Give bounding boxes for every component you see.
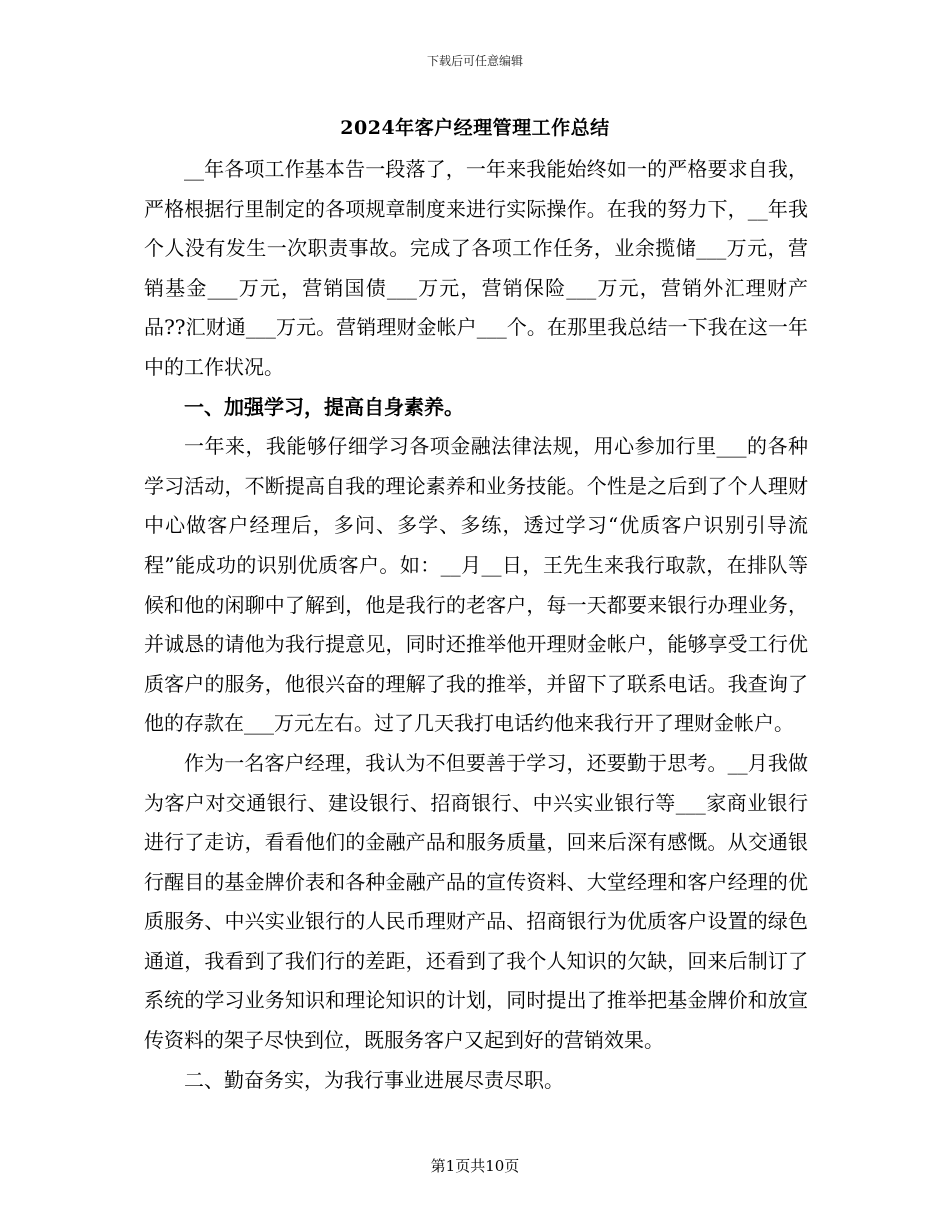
section-heading-2: 二、勤奋务实，为我行事业进展尽责尽职。: [184, 1067, 564, 1092]
paragraph-intro: __年各项工作基本告一段落了，一年来我能始终如一的严格要求自我，严格根据行里制定的各项规章制度来进行实际操作。在我的努力下，__年我个人没有发生一次职责事故。完成了各项工作任务，业余揽储___万元，营销基金___万元，营销国债___万元，营销保险___万元，营销外汇理财产品??汇财通___万元。营销理财金帐户___个。在那里我总结一下我在这一年中的工作状况。: [144, 157, 808, 379]
header-note: 下载后可任意编辑: [426, 54, 523, 68]
document-title: 2024年客户经理管理工作总结: [340, 117, 610, 139]
paragraph-thinking: 作为一名客户经理，我认为不但要善于学习，还要勤于思考。__月我做为客户对交通银行、建设银行、招商银行、中兴实业银行等___家商业银行进行了走访，看看他们的金融产品和服务质量，回来后深有感慨。从交通银行醒目的基金牌价表和各种金融产品的宣传资料、大堂经理和客户经理的优质服务、中兴实业银行的人民币理财产品、招商银行为优质客户设置的绿色通道，我看到了我们行的差距，还看到了我个人知识的欠缺，回来后制订了系统的学习业务知识和理论知识的计划，同时提出了推举把基金牌价和放宣传资料的架子尽快到位，既服务客户又起到好的营销效果。: [144, 750, 808, 1053]
paragraph-study: 一年来，我能够仔细学习各项金融法律法规，用心参加行里___的各种学习活动，不断提高自我的理论素养和业务技能。个性是之后到了个人理财中心做客户经理后，多问、多学、多练，透过学习“优质客户识别引导流程”能成功的识别优质客户。如：__月__日，王先生来我行取款，在排队等候和他的闲聊中了解到，他是我行的老客户，每一天都要来银行办理业务，并诚恳的请他为我行提意见，同时还推举他开理财金帐户，能够享受工行优质客户的服务，他很兴奋的理解了我的推举，并留下了联系电话。我查询了他的存款在___万元左右。过了几天我打电话约他来我行开了理财金帐户。: [144, 434, 808, 736]
section-heading-1: 一、加强学习，提高自身素养。: [184, 394, 464, 419]
page-number: 第1页共10页: [430, 1157, 520, 1175]
document-body: [144, 150, 808, 1100]
